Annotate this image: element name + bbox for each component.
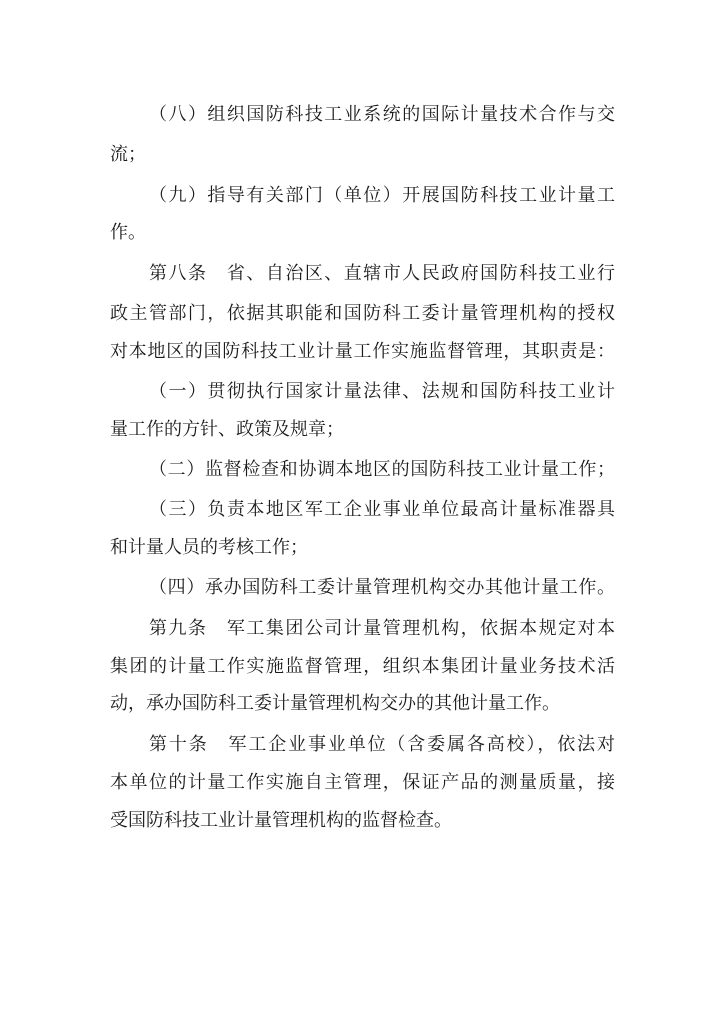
article-8-item-3-line-1: （三）负责本地区军工企业事业单位最高计量标准器具 [149, 499, 615, 520]
article-9-line-2: 集团的计量工作实施监督管理，组织本集团计量业务技术活 [110, 656, 615, 677]
paragraph-8-line-2: 流； [110, 144, 146, 165]
article-8-item-1-line-2: 量工作的方针、政策及规章； [110, 419, 344, 440]
article-10-line-1: 第十条 军工企业事业单位（含委属各高校），依法对 [149, 734, 615, 755]
article-8-item-3-line-2: 和计量人员的考核工作； [110, 537, 308, 558]
article-8-line-3: 对本地区的国防科技工业计量工作实施监督管理，其职责是： [110, 341, 615, 362]
paragraph-9-line-2: 作。 [110, 222, 146, 243]
article-8-item-2: （二）监督检查和协调本地区的国防科技工业计量工作； [149, 459, 615, 480]
article-10-line-3: 受国防科技工业计量管理机构的监督检查。 [110, 810, 452, 831]
article-10-line-2: 本单位的计量工作实施自主管理，保证产品的测量质量，接 [110, 772, 615, 793]
article-8-item-4: （四）承办国防科工委计量管理机构交办其他计量工作。 [149, 577, 615, 598]
article-9-line-3: 动，承办国防科工委计量管理机构交办的其他计量工作。 [110, 693, 560, 714]
article-8-line-2: 政主管部门，依据其职能和国防科工委计量管理机构的授权 [110, 303, 615, 324]
paragraph-9-line-1: （九）指导有关部门（单位）开展国防科技工业计量工 [149, 185, 615, 206]
article-8-item-1-line-1: （一）贯彻执行国家计量法律、法规和国防科技工业计 [149, 381, 615, 402]
article-8-line-1: 第八条 省、自治区、直辖市人民政府国防科技工业行 [149, 263, 615, 284]
article-9-line-1: 第九条 军工集团公司计量管理机构，依据本规定对本 [149, 618, 615, 639]
paragraph-8-line-1: （八）组织国防科技工业系统的国际计量技术合作与交 [149, 104, 615, 125]
